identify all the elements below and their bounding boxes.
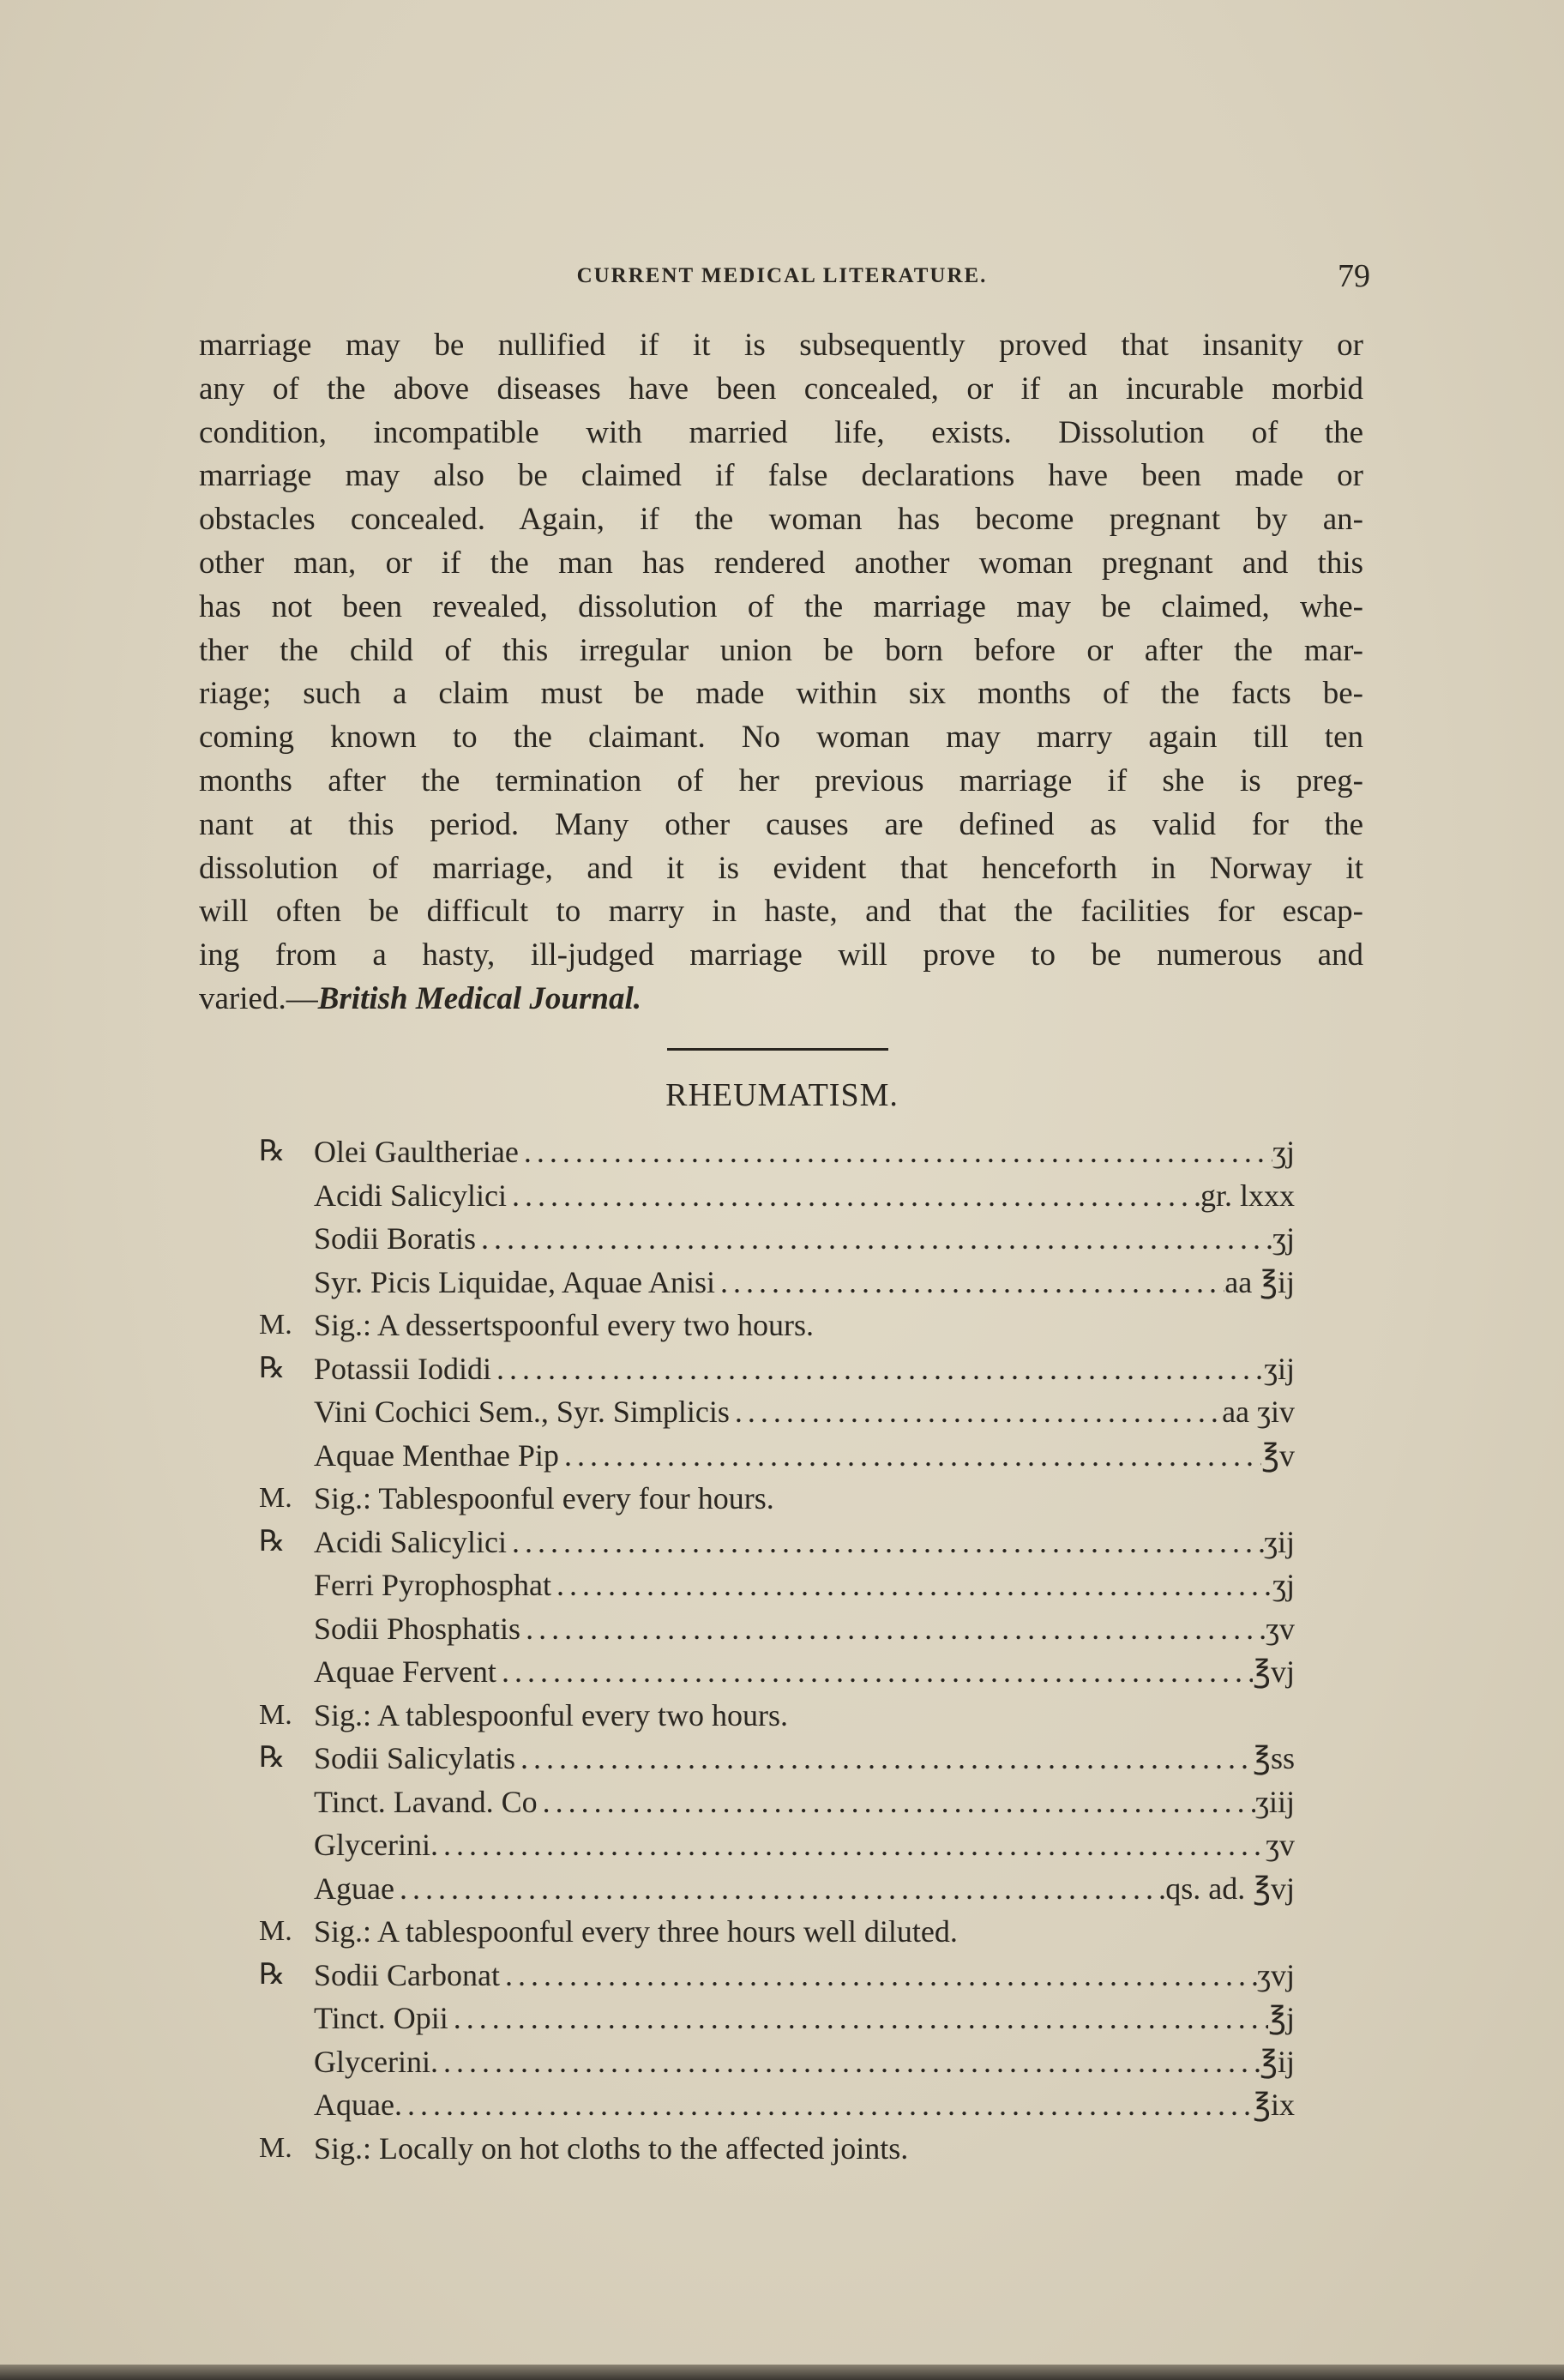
page-number: 79: [1338, 258, 1370, 294]
ingredient-name: Vini Cochici Sem., Syr. Simplicis: [314, 1395, 730, 1429]
prescription-row: [259, 1997, 1295, 2040]
ingredient-name: Sodii Carbonat: [314, 1957, 500, 1992]
ingredient-name: Aquae Fervent: [314, 1654, 496, 1689]
signa-row: [259, 1304, 1295, 1347]
article-paragraph: [199, 324, 1363, 1021]
source-citation: British Medical Journal.: [317, 980, 641, 1016]
ingredient-quantity: aa ℥ij: [1224, 1264, 1295, 1299]
ingredient-quantity: ℥ss: [1253, 1741, 1295, 1775]
dot-leader: [500, 1954, 1257, 1997]
section-title: RHEUMATISM.: [665, 1077, 899, 1113]
ingredient-quantity: qs. ad. ℥vj: [1165, 1871, 1295, 1906]
prescription-row: [259, 1174, 1295, 1218]
ingredient-quantity: ʒiij: [1255, 1784, 1295, 1819]
ingredient-quantity: aa ʒiv: [1222, 1395, 1295, 1429]
dot-leader: [551, 1564, 1272, 1607]
ingredient-line: [314, 1867, 1295, 1911]
dot-leader: [491, 1347, 1264, 1391]
running-head-title: CURRENT MEDICAL LITERATURE.: [576, 264, 988, 287]
paragraph-line: riage; such a claim must be made within six months of the facts be-: [199, 676, 1363, 712]
prescription-row: [259, 1867, 1295, 1911]
ingredient-line: [314, 1174, 1295, 1218]
dot-leader: [538, 1780, 1255, 1824]
dot-leader: [519, 1130, 1272, 1174]
dot-leader: [476, 1217, 1272, 1261]
prescription-row: [259, 1434, 1295, 1478]
dot-leader: [438, 1823, 1266, 1867]
page-edge-shadow: [0, 2365, 1564, 2380]
ingredient-line: [314, 1737, 1295, 1780]
paragraph-line: months after the termination of her previous marriage if she is preg-: [199, 762, 1363, 798]
dot-leader: [448, 1997, 1268, 2040]
dot-leader: [402, 2083, 1253, 2127]
dot-leader: [520, 1607, 1266, 1651]
ingredient-quantity: ʒv: [1266, 1828, 1295, 1862]
ingredient-quantity: ʒv: [1266, 1611, 1295, 1646]
prescription-row: [259, 1650, 1295, 1694]
dot-leader: [715, 1261, 1224, 1304]
ingredient-name: Potassii Iodidi: [314, 1351, 492, 1386]
ingredient-quantity: ℥ix: [1253, 2088, 1295, 2122]
prescription-row: [259, 1261, 1295, 1304]
signa-directions: Sig.: Locally on hot cloths to the affected joints.: [314, 2130, 909, 2166]
recipe-symbol: ℞: [259, 1525, 286, 1558]
ingredient-quantity: ʒj: [1272, 1221, 1295, 1256]
prescription-row: [259, 1217, 1295, 1261]
paragraph-last-line: [199, 978, 1363, 1021]
dot-leader: [515, 1737, 1253, 1780]
ingredient-name: Sodii Phosphatis: [314, 1611, 521, 1646]
ingredient-name: Aquae.: [314, 2088, 402, 2122]
ingredient-name: Tinct. Lavand. Co: [314, 1784, 538, 1819]
prescription-first-row: [259, 1347, 1295, 1391]
signa-symbol: M.: [259, 2131, 292, 2164]
ingredient-name: Aquae Menthae Pip: [314, 1437, 559, 1473]
ingredient-line: [314, 2083, 1295, 2127]
ingredient-line: [314, 1823, 1295, 1867]
ingredient-name: Syr. Picis Liquidae, Aquae Anisi: [314, 1264, 715, 1299]
paragraph-line: dissolution of marriage, and it is evident that henceforth in Norway it: [199, 850, 1363, 886]
paragraph-line: obstacles concealed. Again, if the woman has become pregnant by an-: [199, 502, 1363, 538]
recipe-symbol: ℞: [259, 1136, 286, 1167]
prescription-row: [259, 1607, 1295, 1651]
ingredient-quantity: ℥j: [1268, 2001, 1295, 2035]
ingredient-line: [314, 1780, 1295, 1824]
prescription-row: [259, 2083, 1295, 2127]
ingredient-line: [314, 1997, 1295, 2040]
section-divider: [667, 1048, 888, 1051]
ingredient-line: [314, 1521, 1295, 1564]
ingredient-name: Acidi Salicylici: [314, 1524, 507, 1559]
ingredient-quantity: ʒij: [1264, 1351, 1295, 1386]
paragraph-line: ther the child of this irregular union be born before or after the mar-: [199, 632, 1363, 668]
recipe-symbol: ℞: [259, 1742, 286, 1774]
ingredient-line: [314, 2040, 1295, 2084]
signa-symbol: M.: [259, 1482, 292, 1514]
dot-leader: [496, 1650, 1253, 1694]
ingredient-quantity: ℥ij: [1260, 2044, 1295, 2079]
prescription-row: [259, 1390, 1295, 1434]
dot-leader: [394, 1867, 1165, 1911]
ingredient-name: Ferri Pyrophosphat: [314, 1568, 551, 1602]
paragraph-line: marriage may also be claimed if false declarations have been made or: [199, 458, 1363, 494]
ingredient-name: Sodii Boratis: [314, 1221, 477, 1256]
ingredient-quantity: ʒvj: [1257, 1957, 1295, 1992]
ingredient-line: [314, 1607, 1295, 1651]
ingredient-line: [314, 1564, 1295, 1607]
paragraph-line: has not been revealed, dissolution of the marriage may be claimed, whe-: [199, 588, 1363, 624]
prescription-row: [259, 1823, 1295, 1867]
signa-directions: Sig.: A dessertspoonful every two hours.: [314, 1308, 814, 1342]
running-head: [0, 257, 1564, 297]
signa-directions: Sig.: A tablespoonful every three hours well diluted.: [314, 1914, 958, 1949]
ingredient-quantity: ℥vj: [1253, 1654, 1295, 1689]
recipe-symbol: ℞: [259, 1352, 286, 1384]
prescription-first-row: [259, 1130, 1295, 1174]
ingredient-name: Sodii Salicylatis: [314, 1741, 516, 1775]
paragraph-line: will often be difficult to marry in haste, and that the facilities for escap-: [199, 894, 1363, 930]
ingredient-line: [314, 1390, 1295, 1434]
signa-directions: Sig.: Tablespoonful every four hours.: [314, 1481, 774, 1515]
ingredient-name: Aguae: [314, 1871, 394, 1906]
ingredient-line: [314, 1954, 1295, 1997]
ingredient-name: Olei Gaultheriae: [314, 1135, 519, 1169]
prescription-first-row: [259, 1737, 1295, 1780]
dot-leader: [507, 1521, 1264, 1564]
ingredient-line: [314, 1434, 1295, 1478]
prescription-row: [259, 1780, 1295, 1824]
dot-leader: [438, 2040, 1260, 2084]
ingredient-quantity: ℥v: [1261, 1437, 1295, 1473]
prescription-first-row: [259, 1521, 1295, 1564]
paragraph-last-line-text: varied.—: [199, 980, 318, 1016]
signa-row: [259, 1694, 1295, 1738]
ingredient-line: [314, 1130, 1295, 1174]
paragraph-line: coming known to the claimant. No woman may marry again till ten: [199, 720, 1363, 756]
paragraph-line: ing from a hasty, ill-judged marriage will prove to be numerous and: [199, 937, 1363, 973]
ingredient-name: Glycerini.: [314, 1828, 438, 1862]
prescription-list: [259, 1130, 1295, 2170]
signa-row: [259, 1910, 1295, 1954]
dot-leader: [559, 1434, 1261, 1478]
signa-directions: Sig.: A tablespoonful every two hours.: [314, 1697, 788, 1732]
prescription-first-row: [259, 1954, 1295, 1997]
ingredient-name: Glycerini.: [314, 2044, 438, 2079]
ingredient-line: [314, 1261, 1295, 1304]
dot-leader: [507, 1174, 1200, 1218]
ingredient-quantity: gr. lxxx: [1200, 1178, 1295, 1213]
paragraph-line: marriage may be nullified if it is subsequently proved that insanity or: [199, 328, 1363, 363]
signa-row: [259, 2127, 1295, 2171]
recipe-symbol: ℞: [259, 1958, 286, 1991]
signa-symbol: M.: [259, 1698, 292, 1731]
prescription-row: [259, 1564, 1295, 1607]
signa-symbol: M.: [259, 1309, 292, 1341]
paragraph-line: nant at this period. Many other causes are defined as valid for the: [199, 806, 1363, 842]
ingredient-name: Acidi Salicylici: [314, 1178, 507, 1213]
dot-leader: [730, 1390, 1222, 1434]
ingredient-line: [314, 1650, 1295, 1694]
signa-row: [259, 1477, 1295, 1521]
signa-symbol: M.: [259, 1915, 292, 1947]
ingredient-quantity: ʒij: [1264, 1524, 1295, 1559]
ingredient-quantity: ʒj: [1272, 1135, 1295, 1169]
ingredient-line: [314, 1347, 1295, 1391]
paragraph-line: other man, or if the man has rendered another woman pregnant and this: [199, 545, 1363, 581]
paragraph-line: any of the above diseases have been concealed, or if an incurable morbid: [199, 371, 1363, 407]
paragraph-line: condition, incompatible with married life, exists. Dissolution of the: [199, 414, 1363, 450]
ingredient-quantity: ʒj: [1272, 1568, 1295, 1602]
ingredient-line: [314, 1217, 1295, 1261]
ingredient-name: Tinct. Opii: [314, 2001, 448, 2035]
prescription-row: [259, 2040, 1295, 2084]
